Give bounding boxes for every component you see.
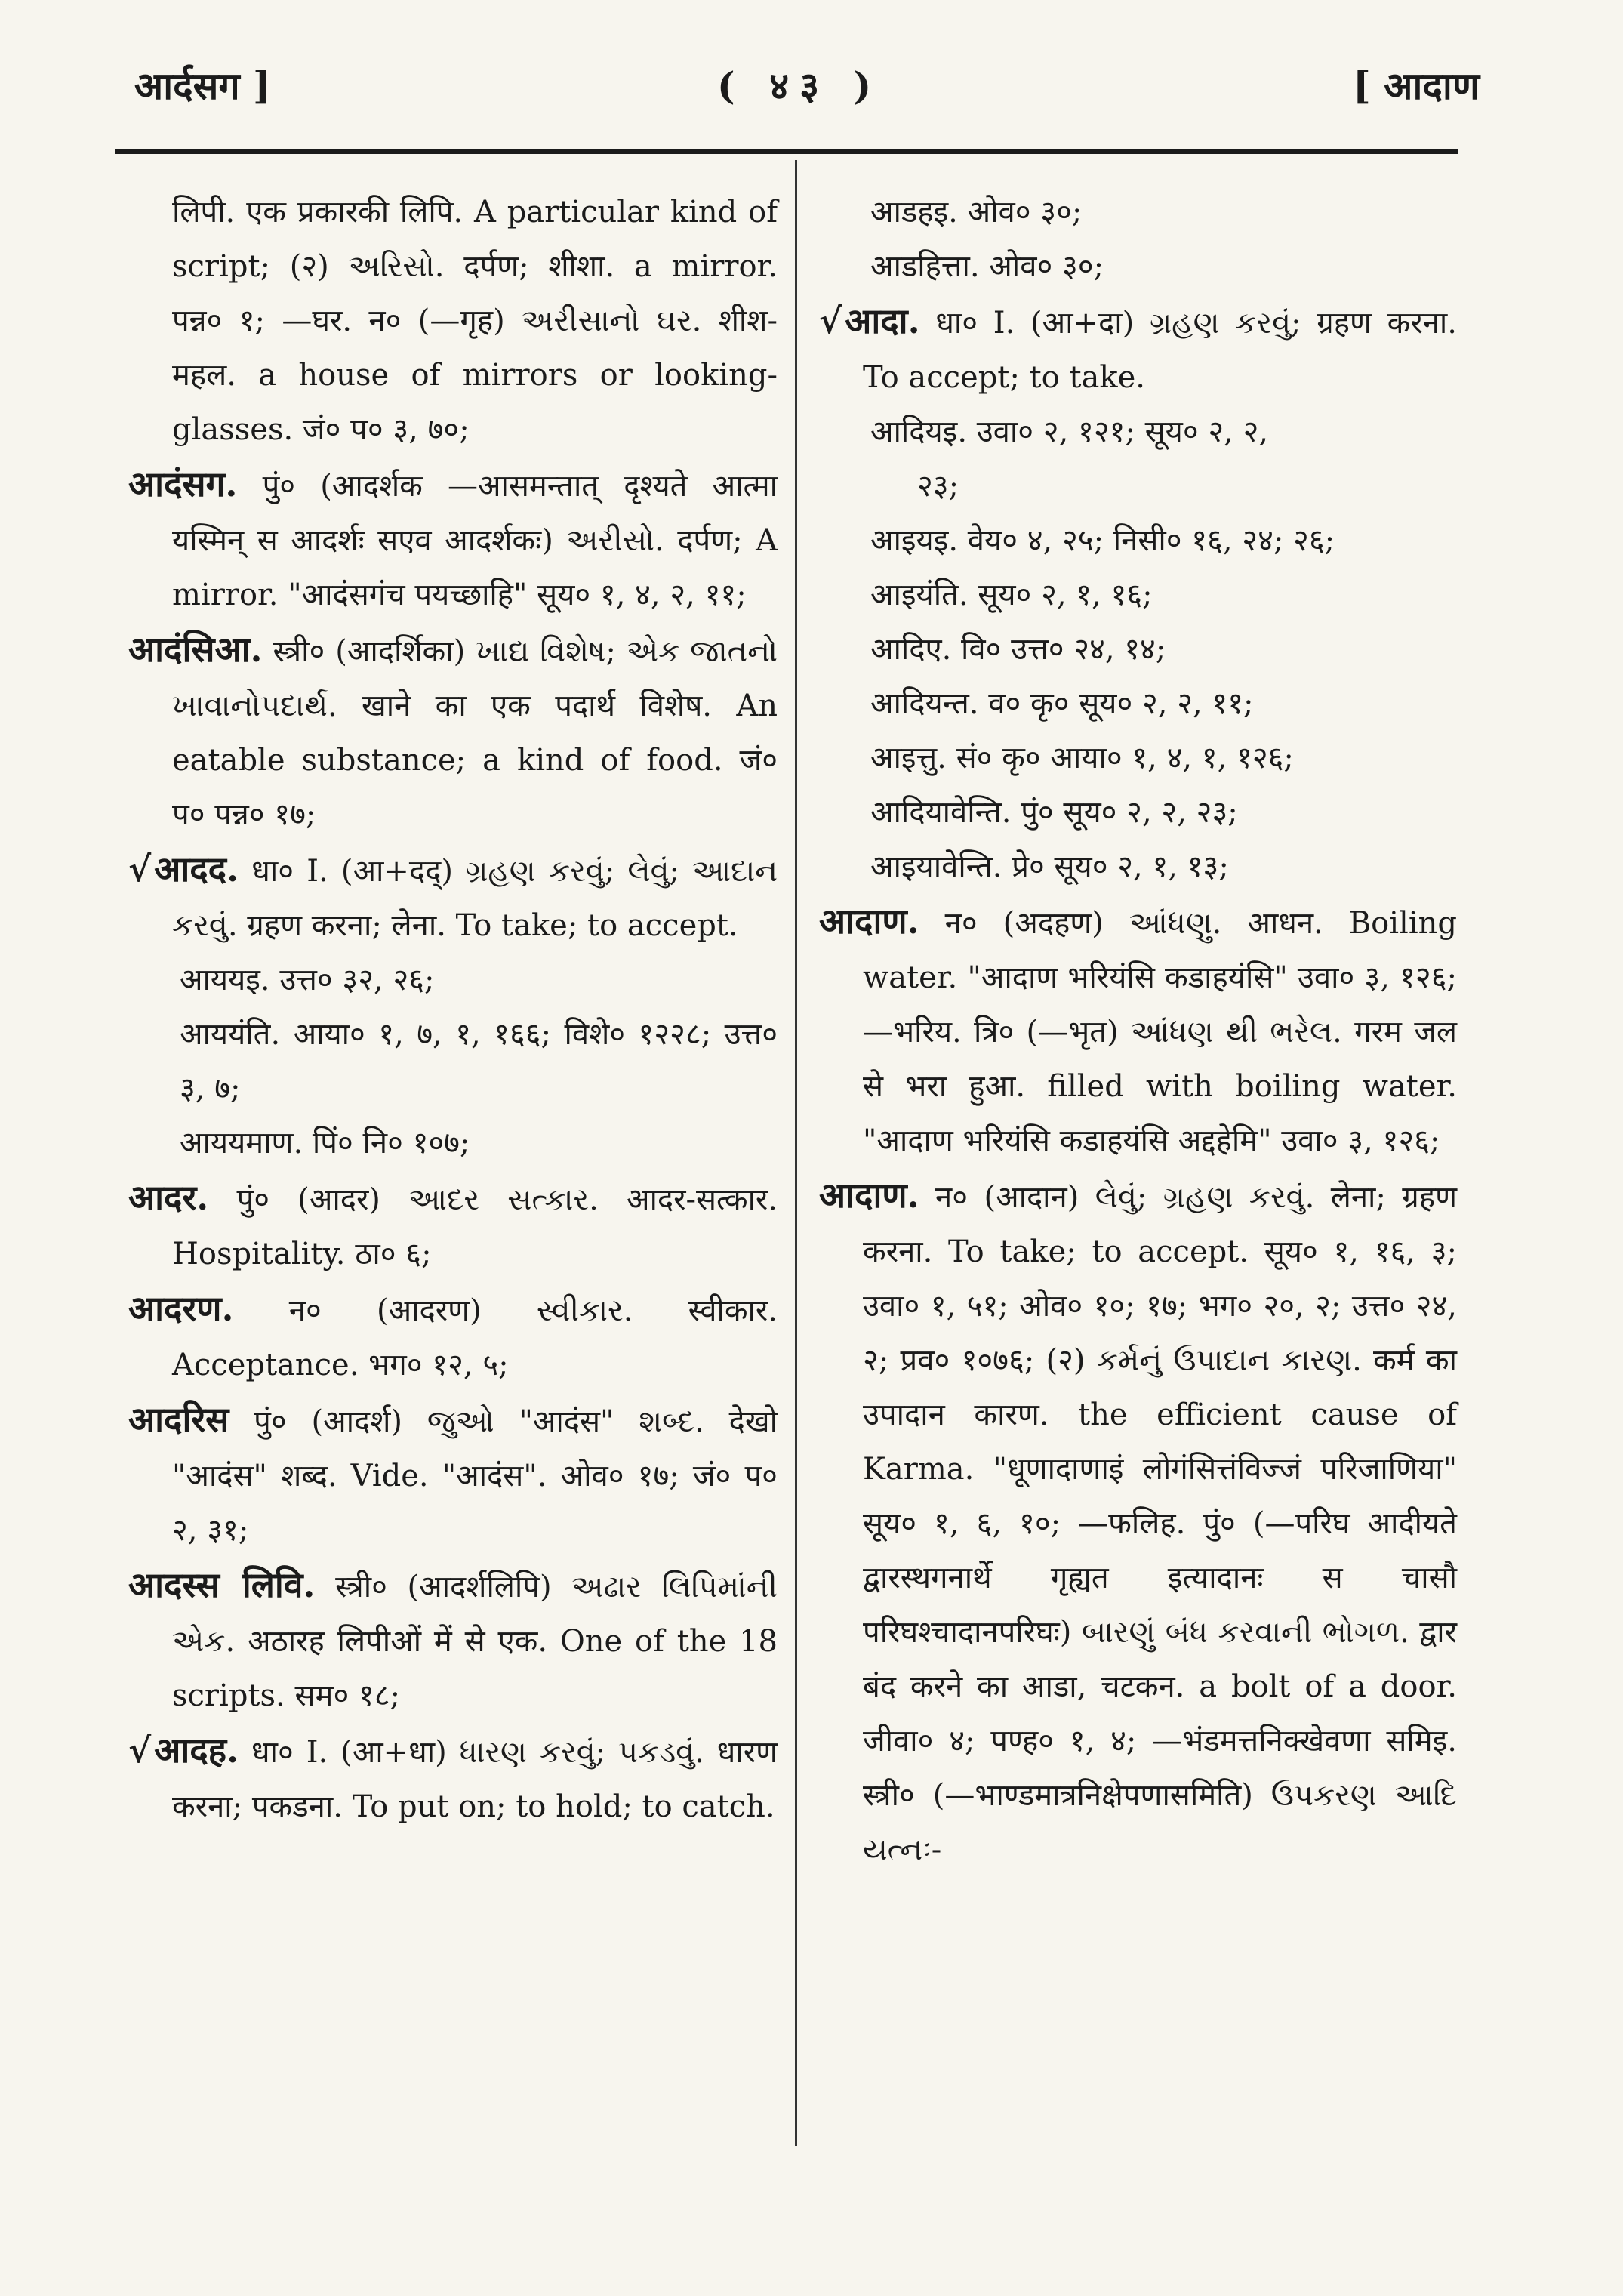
citation-text: आडहइ. ओव० ३०; bbox=[870, 195, 1083, 230]
entry-definition: न० (अदहण) આંધણુ. आधन. Boiling water. "आदाण भरियंसि कडाहयंसि" उवा० ३, १२६; —भरिय. त्रि० (—भृत) આંધણ થી ભરેલ. गरम जल से भरा हुआ. filled with boiling water. "आदाण भरियंसि कडाहयंसि अद्दहेमि" उवा० ३, १२६; bbox=[863, 906, 1458, 1158]
citation-text: आदियन्त. व० कृ० सूय० २, २, ११; bbox=[870, 686, 1254, 721]
headword: आदंसग. bbox=[128, 464, 238, 504]
root-verb-mark: √ bbox=[128, 1730, 152, 1771]
entry-definition: पुं० (आदर) આદર સત્કાર. आदर-सत्कार. Hospitality. ठा० ६; bbox=[172, 1182, 778, 1271]
continued-entry bbox=[128, 185, 778, 457]
citation-text: आदिए. वि० उत्त० २४, १४; bbox=[870, 632, 1166, 667]
headword: आदंसिआ. bbox=[128, 629, 263, 670]
citation-line bbox=[819, 622, 1457, 676]
dictionary-entry bbox=[128, 457, 778, 622]
right-column bbox=[819, 185, 1457, 1877]
headword: आदरण. bbox=[128, 1288, 234, 1329]
root-verb-mark: √ bbox=[128, 849, 152, 889]
dictionary-entry bbox=[128, 1558, 778, 1723]
header-rule bbox=[115, 149, 1458, 154]
citation-line bbox=[819, 840, 1457, 894]
column-divider bbox=[795, 160, 797, 2146]
citation-text: आइत्तु. सं० कृ० आया० १, ४, १, १२६; bbox=[870, 741, 1294, 775]
citation-text: आइयंति. सूय० २, १, १६; bbox=[870, 578, 1153, 612]
entry-definition: धा० I. (आ+धा) ધારણ કરવું; પકડવું. धारण करना; पकडना. To put on; to hold; to catch. bbox=[172, 1735, 778, 1824]
entry-definition: धा० I. (आ+दद्) ગ્રહણ કરવું; લેવું; આદાન કરવું. ग्रहण करना; लेना. To take; to accept. bbox=[172, 854, 778, 943]
dictionary-entry bbox=[128, 842, 778, 953]
dictionary-entry bbox=[128, 1723, 778, 1834]
dictionary-entry bbox=[819, 294, 1457, 405]
headword: आदद. bbox=[154, 849, 239, 889]
citation-line bbox=[819, 785, 1457, 840]
headword: आदा. bbox=[845, 300, 920, 341]
entry-definition: स्त्री० (आदर्शिका) ખાદ્ય વિશેષ; એક જાતનો ખાવાનોપદાર્થ. खाने का एक पदार्थ विशेष. An eatable substance; a kind of food. जं० प० पन्न० १७; bbox=[172, 634, 778, 832]
citation-text: आदियावेन्ति. पुं० सूय० २, २, २३; bbox=[870, 795, 1238, 830]
entry-definition: पुं० (आदर्शक —आसमन्तात् दृश्यते आत्मा यस्मिन् स आदर्शः सएव आदर्शकः) અરીસો. दर्पण; A mirror. "आदंसगंच पयच्छाहि" सूय० १, ४, २, ११; bbox=[172, 469, 778, 612]
dictionary-entry bbox=[128, 622, 778, 842]
headword: आदह. bbox=[154, 1730, 239, 1771]
dictionary-entry bbox=[128, 1170, 778, 1281]
citation-text: आययइ. उत्त० ३२, २६; bbox=[180, 963, 435, 997]
headword: आदर. bbox=[128, 1177, 209, 1218]
dictionary-entry bbox=[819, 1168, 1457, 1877]
citation-line bbox=[819, 513, 1457, 568]
citation-line bbox=[819, 185, 1457, 239]
header-right-guideword: [ आदाण bbox=[1353, 63, 1480, 108]
dictionary-entry bbox=[128, 1281, 778, 1392]
citation-text: आइयइ. वेय० ४, २५; निसी० १६, २४; २६; bbox=[870, 523, 1335, 558]
entry-text: लिपी. एक प्रकारकी लिपि. A particular kind of script; (२) અરિસો. दर्पण; शीशा. a mirror. पन्न० १; —घर. न० (—गृह) અરીસાનો ઘર. शीश-महल. a house of mirrors or looking-glasses. जं० प० ३, ७०; bbox=[172, 195, 778, 447]
citation-line bbox=[819, 731, 1457, 785]
citation-line bbox=[819, 568, 1457, 622]
citation-text: आदियइ. उवा० २, १२१; सूय० २, २, bbox=[870, 415, 1269, 449]
citation-line bbox=[128, 1116, 778, 1170]
page-number: ( ४३ ) bbox=[717, 63, 882, 108]
citation-text: २३; bbox=[917, 469, 959, 504]
citation-line bbox=[819, 239, 1457, 294]
headword: आदरिस bbox=[128, 1399, 229, 1440]
citation-text: आइयावेन्ति. प्रे० सूय० २, १, १३; bbox=[870, 849, 1229, 884]
entry-definition: स्त्री० (आदर्शलिपि) અઢાર લિપિમાંની એક. अठारह लिपीओं में से एक. One of the 18 scripts. सम० १८; bbox=[172, 1570, 778, 1713]
dictionary-entry bbox=[819, 894, 1457, 1168]
headword: आदस्स लिवि. bbox=[128, 1564, 316, 1605]
citation-line bbox=[819, 459, 1457, 513]
citation-text: आडहित्ता. ओव० ३०; bbox=[870, 249, 1104, 284]
left-column bbox=[128, 185, 778, 1834]
entry-definition: न० (आदरण) સ્વીકાર. स्वीकार. Acceptance. भग० १२, ५; bbox=[172, 1293, 778, 1382]
citation-line bbox=[128, 1007, 778, 1116]
dictionary-entry bbox=[128, 1392, 778, 1558]
entry-definition: पुं० (आदर्श) જુઓ "आदंस" શબ્દ. देखो "आदंस" शब्द. Vide. "आदंस". ओव० १७; जं० प० २, ३१; bbox=[172, 1404, 778, 1548]
headword: आदाण. bbox=[819, 901, 919, 942]
headword: आदाण. bbox=[819, 1175, 919, 1216]
entry-definition: धा० I. (आ+दा) ગ્રહણ કરવું; ग्रहण करना. To accept; to take. bbox=[863, 306, 1457, 395]
root-verb-mark: √ bbox=[819, 300, 842, 341]
citation-text: आययंति. आया० १, ७, १, १६६; विशे० १२२८; उत्त० ३, ७; bbox=[180, 1017, 778, 1106]
citation-line bbox=[819, 405, 1457, 459]
citation-line bbox=[128, 953, 778, 1007]
entry-definition: न० (आदान) લેવું; ગ્રહણ કરવું. लेना; ग्रहण करना. To take; to accept. सूय० १, १६, ३; उवा० १, ५१; ओव० १०; १७; भग० २०, २; उत्त० २४, २; प्रव० १०७६; (२) કર્મનું ઉપાદાન કારણ. कर्म का उपादान कारण. the efficient cause of Karma. "धूणादाणाइं लोगंसित्तंविज्जं परिजाणिया" सूय० १, ६, १०; —फलिह. पुं० (—परिघ आदीयते द्वारस्थगनार्थे गृह्यत इत्यादानः स चासौ परिघश्चादानपरिघः) બારણું બંધ કરવાની ભોગળ. द्वार बंद करने का आडा, चटकन. a bolt of a door. जीवा० ४; पण्ह० १, ४; —भंडमत्तनिक्खेवणा समिइ. स्त्री० (—भाण्डमात्रनिक्षेपणासमिति) ઉપકરણ આદિ યત્નઃ- bbox=[863, 1180, 1457, 1867]
page-header bbox=[0, 0, 1623, 159]
citation-line bbox=[819, 676, 1457, 731]
citation-text: आययमाण. पिं० नि० १०७; bbox=[180, 1126, 470, 1160]
header-left-guideword: आर्दसग ] bbox=[134, 63, 271, 108]
